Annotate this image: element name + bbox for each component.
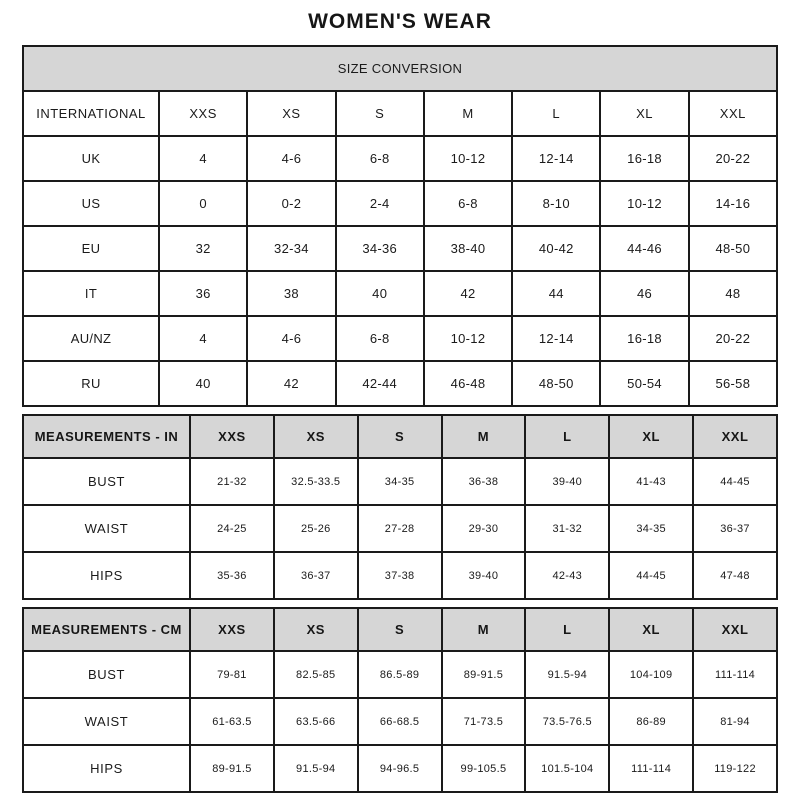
size-column-header: L [512, 91, 600, 136]
table-cell: 4 [159, 136, 247, 181]
table-cell: 39-40 [442, 552, 526, 599]
table-cell: 91.5-94 [274, 745, 358, 792]
size-conversion-title-row [23, 46, 777, 91]
row-label: HIPS [23, 745, 190, 792]
table-cell: 81-94 [693, 698, 777, 745]
table-cell: 44-46 [600, 226, 688, 271]
measurements-cm-header-row [23, 608, 777, 651]
measurements-cm-body [23, 651, 777, 792]
size-column-header: M [442, 415, 526, 458]
table-cell: 42-43 [525, 552, 609, 599]
table-cell: 25-26 [274, 505, 358, 552]
table-cell: 36-37 [274, 552, 358, 599]
table-cell: 32-34 [247, 226, 335, 271]
table-cell: 40 [159, 361, 247, 406]
table-cell: 0 [159, 181, 247, 226]
table-cell: 34-35 [609, 505, 693, 552]
table-cell: 31-32 [525, 505, 609, 552]
size-conversion-title: SIZE CONVERSION [23, 46, 777, 91]
table-row [23, 745, 777, 792]
table-cell: 12-14 [512, 316, 600, 361]
table-cell: 42 [247, 361, 335, 406]
table-cell: 10-12 [424, 316, 512, 361]
table-cell: 6-8 [336, 136, 424, 181]
table-cell: 20-22 [689, 136, 777, 181]
table-cell: 44-45 [693, 458, 777, 505]
table-cell: 36-38 [442, 458, 526, 505]
table-row [23, 698, 777, 745]
measurements-cm-table [22, 607, 778, 793]
table-cell: 0-2 [247, 181, 335, 226]
table-cell: 104-109 [609, 651, 693, 698]
table-cell: 71-73.5 [442, 698, 526, 745]
table-cell: 89-91.5 [190, 745, 274, 792]
table-cell: 61-63.5 [190, 698, 274, 745]
row-label: RU [23, 361, 159, 406]
table-cell: 35-36 [190, 552, 274, 599]
row-label: IT [23, 271, 159, 316]
row-label: BUST [23, 651, 190, 698]
table-cell: 56-58 [689, 361, 777, 406]
size-column-header: L [525, 415, 609, 458]
table-cell: 48-50 [689, 226, 777, 271]
table-cell: 119-122 [693, 745, 777, 792]
row-label: AU/NZ [23, 316, 159, 361]
table-cell: 34-35 [358, 458, 442, 505]
table-row [23, 651, 777, 698]
table-cell: 36-37 [693, 505, 777, 552]
measurements-cm-title: MEASUREMENTS - CM [23, 608, 190, 651]
page-title: WOMEN'S WEAR [308, 10, 492, 33]
table-cell: 86.5-89 [358, 651, 442, 698]
table-cell: 91.5-94 [525, 651, 609, 698]
table-cell: 79-81 [190, 651, 274, 698]
table-cell: 40 [336, 271, 424, 316]
table-cell: 86-89 [609, 698, 693, 745]
table-cell: 101.5-104 [525, 745, 609, 792]
table-cell: 73.5-76.5 [525, 698, 609, 745]
table-row [23, 316, 777, 361]
table-cell: 48-50 [512, 361, 600, 406]
table-cell: 42-44 [336, 361, 424, 406]
table-cell: 89-91.5 [442, 651, 526, 698]
row-label: US [23, 181, 159, 226]
row-label: BUST [23, 458, 190, 505]
table-cell: 24-25 [190, 505, 274, 552]
table-cell: 47-48 [693, 552, 777, 599]
size-column-header: XXS [159, 91, 247, 136]
table-cell: 46 [600, 271, 688, 316]
table-cell: 66-68.5 [358, 698, 442, 745]
table-cell: 48 [689, 271, 777, 316]
table-cell: 38 [247, 271, 335, 316]
row-label: WAIST [23, 505, 190, 552]
table-row [23, 181, 777, 226]
international-label: INTERNATIONAL [23, 91, 159, 136]
table-cell: 16-18 [600, 316, 688, 361]
table-cell: 4-6 [247, 316, 335, 361]
measurements-in-body [23, 458, 777, 599]
row-label: UK [23, 136, 159, 181]
measurements-in-title: MEASUREMENTS - IN [23, 415, 190, 458]
table-cell: 16-18 [600, 136, 688, 181]
table-cell: 82.5-85 [274, 651, 358, 698]
measurements-in-header-row [23, 415, 777, 458]
table-cell: 21-32 [190, 458, 274, 505]
size-conversion-columns-row [23, 91, 777, 136]
size-column-header: XXL [693, 415, 777, 458]
size-column-header: XXL [693, 608, 777, 651]
table-cell: 34-36 [336, 226, 424, 271]
table-cell: 39-40 [525, 458, 609, 505]
table-cell: 111-114 [609, 745, 693, 792]
table-cell: 10-12 [424, 136, 512, 181]
table-row [23, 361, 777, 406]
table-cell: 44 [512, 271, 600, 316]
table-cell: 4-6 [247, 136, 335, 181]
size-column-header: S [336, 91, 424, 136]
size-conversion-body [23, 136, 777, 406]
table-cell: 37-38 [358, 552, 442, 599]
table-cell: 29-30 [442, 505, 526, 552]
row-label: WAIST [23, 698, 190, 745]
size-column-header: XL [600, 91, 688, 136]
table-cell: 32 [159, 226, 247, 271]
size-column-header: XS [247, 91, 335, 136]
size-column-header: M [442, 608, 526, 651]
table-cell: 42 [424, 271, 512, 316]
table-cell: 4 [159, 316, 247, 361]
table-row [23, 136, 777, 181]
table-cell: 6-8 [336, 316, 424, 361]
table-cell: 6-8 [424, 181, 512, 226]
table-cell: 41-43 [609, 458, 693, 505]
size-conversion-table [22, 45, 778, 407]
table-cell: 20-22 [689, 316, 777, 361]
measurements-in-table [22, 414, 778, 600]
table-cell: 36 [159, 271, 247, 316]
size-column-header: XL [609, 608, 693, 651]
size-column-header: XXS [190, 608, 274, 651]
table-cell: 63.5-66 [274, 698, 358, 745]
size-column-header: XS [274, 608, 358, 651]
size-column-header: L [525, 608, 609, 651]
size-column-header: XXS [190, 415, 274, 458]
size-column-header: M [424, 91, 512, 136]
tables-container [22, 45, 778, 793]
table-row [23, 458, 777, 505]
row-label: HIPS [23, 552, 190, 599]
table-cell: 12-14 [512, 136, 600, 181]
row-label: EU [23, 226, 159, 271]
size-column-header: XL [609, 415, 693, 458]
table-cell: 14-16 [689, 181, 777, 226]
size-column-header: S [358, 608, 442, 651]
table-cell: 50-54 [600, 361, 688, 406]
table-cell: 111-114 [693, 651, 777, 698]
table-row [23, 271, 777, 316]
table-row [23, 552, 777, 599]
table-cell: 8-10 [512, 181, 600, 226]
size-column-header: XXL [689, 91, 777, 136]
table-cell: 32.5-33.5 [274, 458, 358, 505]
table-cell: 94-96.5 [358, 745, 442, 792]
table-cell: 10-12 [600, 181, 688, 226]
size-column-header: S [358, 415, 442, 458]
table-row [23, 226, 777, 271]
table-cell: 38-40 [424, 226, 512, 271]
table-cell: 2-4 [336, 181, 424, 226]
table-cell: 46-48 [424, 361, 512, 406]
table-cell: 44-45 [609, 552, 693, 599]
table-cell: 40-42 [512, 226, 600, 271]
table-cell: 27-28 [358, 505, 442, 552]
size-column-header: XS [274, 415, 358, 458]
table-row [23, 505, 777, 552]
table-cell: 99-105.5 [442, 745, 526, 792]
